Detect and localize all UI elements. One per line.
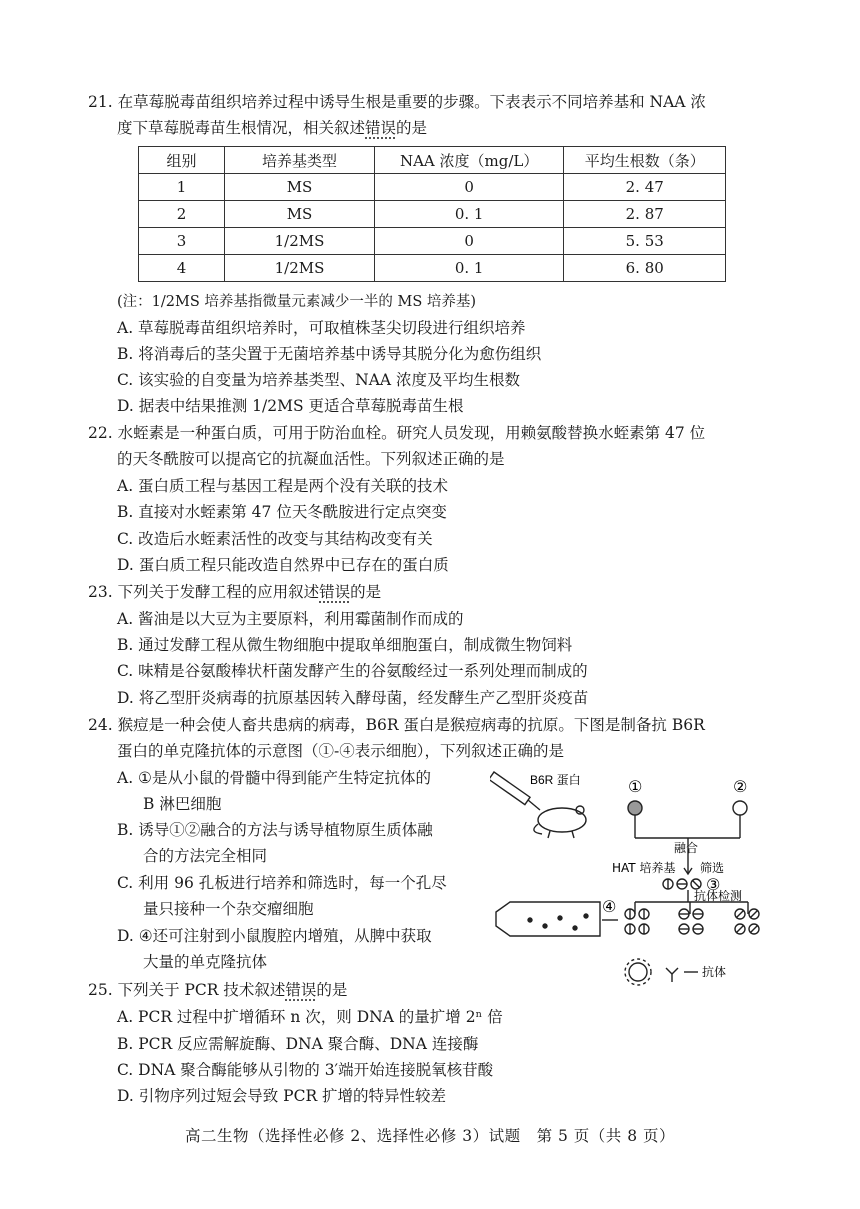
q24-option-a: A. ①是从小鼠的骨髓中得到能产生特定抗体的 — [117, 769, 431, 787]
table-cell: 1/2MS — [225, 255, 375, 282]
culture-wells-icon — [625, 909, 759, 934]
table-cell: 3 — [139, 228, 225, 255]
q21-data-table — [138, 146, 726, 282]
q25-option-a: A. PCR 过程中扩增循环 n 次，则 DNA 的量扩增 2ⁿ 倍 — [117, 1008, 503, 1026]
cell-2-label: ② — [733, 777, 748, 796]
q21-option-c: C. 该实验的自变量为培养基类型、NAA 浓度及平均生根数 — [117, 371, 521, 389]
q21-stem-line1: 21. 在草莓脱毒苗组织培养过程中诱导生根是重要的步骤。下表表示不同培养基和 NAA 浓 — [88, 93, 706, 111]
q22-option-d: D. 蛋白质工程只能改造自然界中已存在的蛋白质 — [117, 556, 449, 574]
table-cell: 1 — [139, 174, 225, 201]
table-cell: MS — [225, 201, 375, 228]
q25-option-b: B. PCR 反应需解旋酶、DNA 聚合酶、DNA 连接酶 — [117, 1035, 479, 1053]
table-row — [139, 228, 726, 255]
page-footer: 高二生物（选择性必修 2、选择性必修 3）试题 第 5 页（共 8 页） — [184, 1127, 675, 1145]
antibody-label: 抗体 — [702, 965, 727, 979]
q23-stem: 23. 下列关于发酵工程的应用叙述错误的是 — [88, 583, 382, 601]
q21-stem-line2: 度下草莓脱毒苗生根情况，相关叙述错误的是 — [117, 119, 428, 137]
q24-option-d: D. ④还可注射到小鼠腹腔内增殖，从脾中获取 — [117, 927, 432, 945]
table-cell: MS — [225, 174, 375, 201]
cell-4-label: ④ — [602, 897, 617, 916]
antibody-icon — [666, 968, 678, 982]
emphasis-mark: 错误 — [285, 981, 317, 999]
q25-option-c: C. DNA 聚合酶能够从引物的 3′端开始连接脱氧核苷酸 — [117, 1061, 494, 1079]
antigen-cell-icon — [625, 959, 651, 985]
table-row — [139, 201, 726, 228]
monoclonal-antibody-diagram — [490, 768, 790, 1008]
cell-1-label: ① — [628, 777, 643, 796]
q22-option-b: B. 直接对水蛭素第 47 位天冬酰胺进行定点突变 — [117, 503, 447, 521]
q22-stem-line2: 的天冬酰胺可以提高它的抗凝血活性。下列叙述正确的是 — [117, 450, 505, 468]
screening-label: 筛选 — [700, 861, 725, 875]
emphasis-mark: 错误 — [319, 583, 351, 601]
table-cell: 1/2MS — [225, 228, 375, 255]
q23-option-c: C. 味精是谷氨酸棒状杆菌发酵产生的谷氨酸经过一系列处理而制成的 — [117, 662, 588, 680]
q24-option-b: B. 诱导①②融合的方法与诱导植物原生质体融 — [117, 821, 433, 839]
q21-option-b: B. 将消毒后的茎尖置于无菌培养基中诱导其脱分化为愈伤组织 — [117, 345, 542, 363]
table-header: 组别 — [139, 147, 225, 174]
table-row — [139, 255, 726, 282]
table-cell: 2 — [139, 201, 225, 228]
q24-option-a-cont: B 淋巴细胞 — [143, 795, 222, 813]
table-header: NAA 浓度（mg/L） — [374, 147, 564, 174]
q23-option-d: D. 将乙型肝炎病毒的抗原基因转入酵母菌，经发酵生产乙型肝炎疫苗 — [117, 689, 589, 707]
table-cell: 0 — [374, 228, 564, 255]
emphasis-mark: 错误 — [365, 119, 397, 137]
table-cell: 5. 53 — [564, 228, 726, 255]
q22-stem-line1: 22. 水蛭素是一种蛋白质，可用于防治血栓。研究人员发现，用赖氨酸替换水蛭素第 47 位 — [88, 424, 706, 442]
q22-option-a: A. 蛋白质工程与基因工程是两个没有关联的技术 — [117, 477, 449, 495]
q25-option-d: D. 引物序列过短会导致 PCR 扩增的特异性较差 — [117, 1087, 447, 1105]
b6r-label: B6R 蛋白 — [530, 773, 581, 787]
table-header-row — [139, 147, 726, 174]
q24-stem-line2: 蛋白的单克隆抗体的示意图（①-④表示细胞），下列叙述正确的是 — [117, 742, 564, 760]
table-row — [139, 174, 726, 201]
cell-1-icon — [628, 801, 642, 815]
q24-option-b-cont: 合的方法完全相同 — [143, 847, 268, 865]
q24-option-c-cont: 量只接种一个杂交瘤细胞 — [143, 900, 314, 918]
mouse-icon — [534, 806, 586, 838]
q21-option-d: D. 据表中结果推测 1/2MS 更适合草莓脱毒苗生根 — [117, 397, 464, 415]
hybrid-cells-icon — [663, 879, 701, 889]
table-cell: 4 — [139, 255, 225, 282]
cell-3-label: ③ — [706, 875, 721, 894]
culture-flask-icon — [496, 902, 600, 936]
table-header: 培养基类型 — [225, 147, 375, 174]
q24-option-d-cont: 大量的单克隆抗体 — [143, 953, 268, 971]
table-cell: 2. 87 — [564, 201, 726, 228]
table-cell: 0. 1 — [374, 201, 564, 228]
q21-table-note: (注：1/2MS 培养基指微量元素减少一半的 MS 培养基) — [117, 294, 477, 310]
antibody-test-label: 抗体检测 — [694, 889, 743, 903]
table-header: 平均生根数（条） — [564, 147, 726, 174]
q22-option-c: C. 改造后水蛭素活性的改变与其结构改变有关 — [117, 530, 433, 548]
hat-medium-label: HAT 培养基 — [612, 861, 676, 875]
table-cell: 6. 80 — [564, 255, 726, 282]
q24-option-c: C. 利用 96 孔板进行培养和筛选时，每一个孔尽 — [117, 874, 447, 892]
q21-option-a: A. 草莓脱毒苗组织培养时，可取植株茎尖切段进行组织培养 — [117, 319, 526, 337]
q23-option-b: B. 通过发酵工程从微生物细胞中提取单细胞蛋白，制成微生物饲料 — [117, 636, 573, 654]
table-cell: 2. 47 — [564, 174, 726, 201]
table-cell: 0. 1 — [374, 255, 564, 282]
table-cell: 0 — [374, 174, 564, 201]
cell-2-icon — [733, 801, 747, 815]
q24-stem-line1: 24. 猴痘是一种会使人畜共患病的病毒，B6R 蛋白是猴痘病毒的抗原。下图是制备抗 B6R — [88, 716, 705, 734]
fusion-label: 融合 — [674, 841, 699, 855]
q25-stem: 25. 下列关于 PCR 技术叙述错误的是 — [88, 981, 348, 999]
q23-option-a: A. 酱油是以大豆为主要原料，利用霉菌制作而成的 — [117, 610, 464, 628]
